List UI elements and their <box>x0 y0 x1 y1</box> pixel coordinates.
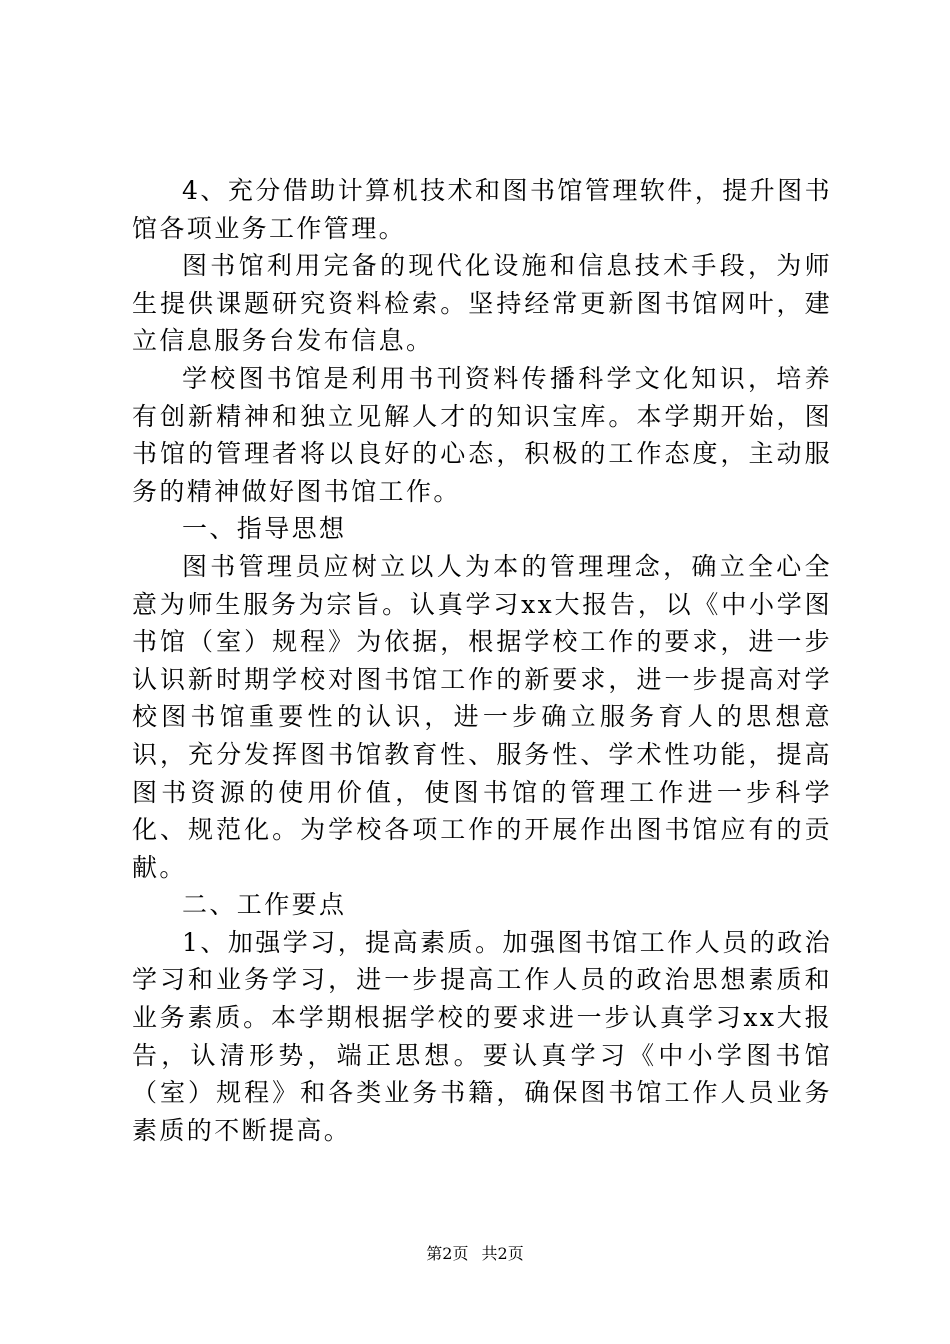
paragraph-item-4: 4、充分借助计算机技术和图书馆管理软件，提升图书馆各项业务工作管理。 <box>132 176 832 243</box>
page-total: 共2页 <box>481 1244 524 1263</box>
page-footer <box>0 1244 950 1264</box>
page-number: 第2页 <box>426 1244 469 1263</box>
section-heading-guiding-ideology: 一、指导思想 <box>182 514 347 544</box>
section-heading-work-points: 二、工作要点 <box>182 890 347 920</box>
document-body <box>132 172 832 1149</box>
paragraph-guiding-ideology: 图书管理员应树立以人为本的管理理念，确立全心全意为师生服务为宗旨。认真学习xx大报告，以《中小学图书馆（室）规程》为依据，根据学校工作的要求，进一步认识新时期学校对图书馆工作的新要求，进一步提高对学校图书馆重要性的认识，进一步确立服务育人的思想意识，充分发挥图书馆教育性、服务性、学术性功能，提高图书资源的使用价值，使图书馆的管理工作进一步科学化、规范化。为学校各项工作的开展作出图书馆应有的贡献。 <box>132 551 832 882</box>
paragraph-library-facilities: 图书馆利用完备的现代化设施和信息技术手段，为师生提供课题研究资料检索。坚持经常更新图书馆网叶，建立信息服务台发布信息。 <box>132 251 832 356</box>
paragraph-library-intro: 学校图书馆是利用书刊资料传播科学文化知识，培养有创新精神和独立见解人才的知识宝库。本学期开始，图书馆的管理者将以良好的心态，积极的工作态度，主动服务的精神做好图书馆工作。 <box>132 363 832 506</box>
paragraph-strengthen-study: 1、加强学习，提高素质。加强图书馆工作人员的政治学习和业务学习，进一步提高工作人员的政治思想素质和业务素质。本学期根据学校的要求进一步认真学习xx大报告，认清形势，端正思想。要认真学习《中小学图书馆（室）规程》和各类业务书籍，确保图书馆工作人员业务素质的不断提高。 <box>132 927 832 1145</box>
